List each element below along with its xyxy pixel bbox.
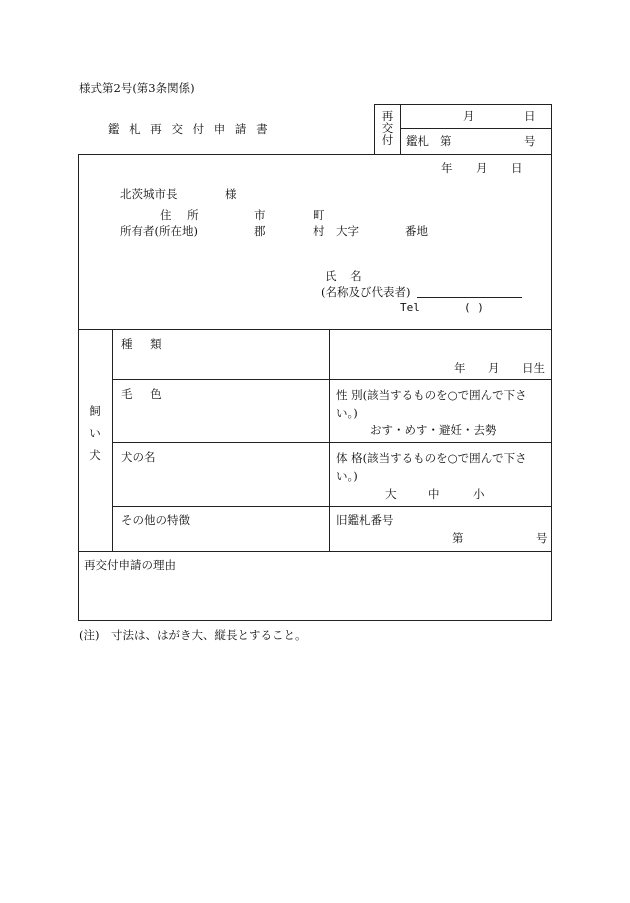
date-month: 月 bbox=[476, 161, 488, 175]
reissue-row-divider bbox=[400, 128, 552, 129]
footnote: (注) 寸法は、はがき大、縦長とすること。 bbox=[79, 628, 307, 642]
size-small: 小 bbox=[473, 487, 485, 501]
reissue-vertical-label bbox=[378, 110, 397, 146]
reissue-number-prefix: 第 bbox=[440, 134, 452, 148]
old-tag-label: 旧鑑札番号 bbox=[336, 513, 394, 527]
size-medium: 中 bbox=[428, 487, 440, 501]
reissue-divider bbox=[400, 104, 401, 155]
tel-parens: ( ) bbox=[464, 301, 484, 314]
reason-label: 再交付申請の理由 bbox=[84, 558, 176, 572]
sex-options: おす・めす・避妊・去勢 bbox=[370, 423, 497, 437]
dog-label-divider bbox=[112, 329, 113, 551]
reissue-tag-label: 鑑札 bbox=[406, 134, 429, 148]
features-label: その他の特徴 bbox=[121, 513, 190, 527]
dog-section-label bbox=[85, 401, 105, 467]
dog-label-char-3: 犬 bbox=[89, 447, 101, 462]
color-label: 毛 色 bbox=[121, 387, 169, 401]
addressee-honorific: 様 bbox=[225, 187, 237, 201]
breed-label: 種 類 bbox=[121, 337, 169, 351]
dog-label-char-1: 飼 bbox=[89, 404, 101, 418]
name-sublabel: (名称及び代表者) bbox=[321, 285, 411, 299]
address-banchi: 番地 bbox=[405, 224, 428, 238]
reissue-day: 日 bbox=[524, 109, 536, 123]
tel-label: Tel bbox=[400, 301, 420, 314]
date-year: 年 bbox=[441, 161, 453, 175]
old-tag-suffix: 号 bbox=[536, 531, 548, 545]
dog-column-divider bbox=[329, 329, 330, 551]
name-signature-line bbox=[417, 297, 522, 298]
dog-row-1-bottom bbox=[112, 379, 552, 380]
address-village: 村 bbox=[313, 224, 325, 238]
dog-label-char-2: い bbox=[89, 425, 101, 440]
address-town: 町 bbox=[313, 208, 325, 222]
reissue-number-suffix: 号 bbox=[524, 134, 536, 148]
address-county: 郡 bbox=[254, 224, 266, 238]
birth-month: 月 bbox=[488, 361, 500, 375]
reissue-month: 月 bbox=[463, 109, 475, 123]
size-large: 大 bbox=[385, 487, 397, 501]
dog-section-bottom bbox=[78, 551, 552, 552]
address-city: 市 bbox=[254, 208, 266, 222]
name-label: 氏 名 bbox=[325, 269, 367, 283]
addressee: 北茨城市長 bbox=[120, 187, 178, 201]
address-label: 住 所 bbox=[160, 208, 205, 222]
size-label: 体 格(該当するものを○で囲んで下さい。) bbox=[336, 451, 527, 483]
dog-name-label: 犬の名 bbox=[121, 450, 156, 464]
birth-day: 日生 bbox=[522, 361, 545, 375]
owner-label: 所有者(所在地) bbox=[120, 224, 198, 238]
sex-label: 性 別(該当するものを○で囲んで下さい。) bbox=[336, 388, 527, 420]
reissue-char-3: 付 bbox=[381, 133, 394, 148]
reissue-char-1: 再 bbox=[381, 109, 394, 123]
dog-row-2-bottom bbox=[112, 442, 552, 443]
old-tag-prefix: 第 bbox=[452, 531, 464, 545]
birth-year: 年 bbox=[454, 361, 466, 375]
address-oaza: 大字 bbox=[336, 224, 359, 238]
dog-section-top bbox=[78, 329, 552, 330]
date-day: 日 bbox=[511, 161, 523, 175]
form-title: 鑑 札 再 交 付 申 請 書 bbox=[108, 122, 271, 136]
dog-row-3-bottom bbox=[112, 506, 552, 507]
reissue-char-2: 交 bbox=[381, 121, 394, 136]
form-number: 様式第2号(第3条関係) bbox=[79, 81, 195, 95]
